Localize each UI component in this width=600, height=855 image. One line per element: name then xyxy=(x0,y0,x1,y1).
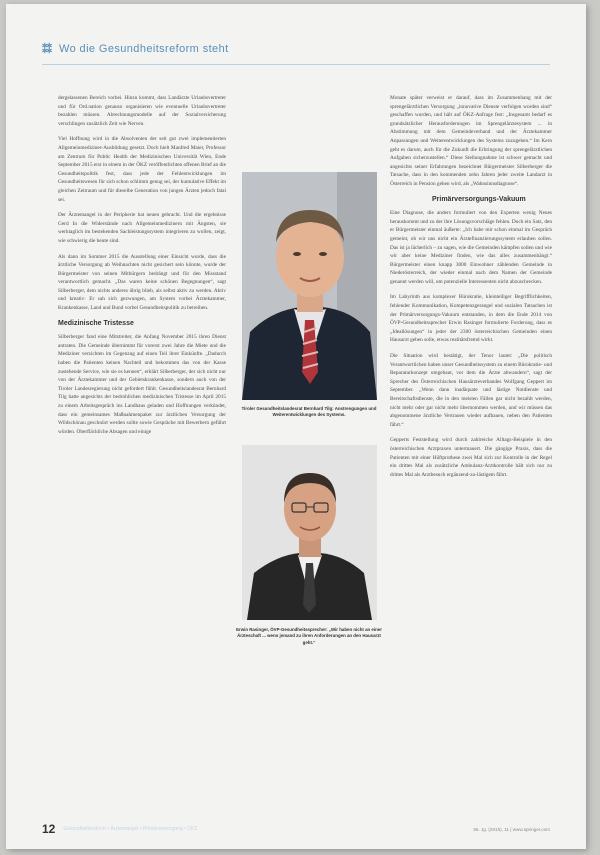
paragraph: Monate später verweist er darauf, dass im Zusammenhang mit der sprengelärztlichen Versorgung „innovative Dienste verfolgen worden sind“ geschaffen wurden, und hält auf ÖKZ-Anfrage fest: „Insgesamt bedarf es grundsätzlicher Herausforderungen im Sprengelärztesystem ... in Abstimmung mit dem Gemeindeverband und der Ärztekammer Anpassungen und Weiterentwicklungen des Systems zuzugehen.“ Im Kern geht es darum, auch für die Zukunft die Erbringung der sprengelärztlichen Aufgaben sicherzustellen.“ Diese Stellungnahme ist schwer gemacht und angesichts seiner Erfahrungen bezeichnet Bürgermeister Silberberger die Tatsache, dass in den kommenden zehn Jahren jeder zweite Landarzt in Österreich in Pension gehen wird, als „Wahnsinnsdiagnose“. xyxy=(390,95,552,187)
photo-caption-1: Tiroler Gesundheitslandesrat Bernhard Tilg: Anstrengungen und Weiterentwicklungen des Systems. xyxy=(241,406,377,418)
paragraph: Im Labyrinth aus komplexer Bürokratie, kleinteiliger Begrifflichkeiten, fehlender Kommunikation, Kompetenzgerangel und sozialen Tatsachen ist der Primärversorgungs-Vakuum entstanden, in dem die Ende 2014 von ÖVP-Gesundheitssprecher Erwin Rasinger formulierte Forderung, dass es „Ideallösungen“ in jeder der 2300 österreichischen Gemeinden einen Hausarzt geben solle, etwas realitätsfremd wirkt. xyxy=(390,294,552,344)
text-column-left xyxy=(58,94,226,443)
paragraph: Die Situation wird bestätigt, der Tenor lautet: „Die politisch Verantwortlichen haben unser Gesundheitssystem zu einem Bürokratie- und Reparaturkonzept umgebaut, vor dem die Ärzte abwandern“, sagt der Sprecher des Österreichischen Hausärzteverbandes Wolfgang Geppert im September. „Wenn dann inadäquate und lästige Notdienste und Bereitschaftsdienste, die in den meisten Fällen gar nicht bezahlt werden, nicht mehr oder gar nicht mehr übernommen werden, und wir müssen das abgenommene ärztliche Vertrauen wieder aufbauen, neben den Patienten fährt.“ xyxy=(390,353,552,428)
running-header xyxy=(42,40,229,58)
paragraph: Gepperts Feststellung wird durch zahlreiche Alltags-Beispiele in den österreichischen Arztpraxen untermauert. Die gängige Praxis, dass die Patienten mit einer Hüftprothese zwei Mal sich zur Kontrolle in der Regel ein drittes Mal als zusätzliche Ambulanz-Arztkontrolle hält sich nur zu drittes Mal als Arztbesuch ergänzend-zu-lästigem fährt. xyxy=(390,437,552,478)
header-divider xyxy=(42,64,550,65)
header-ornament-icon: ⁑⁑ xyxy=(42,43,51,56)
paragraph: Silberberger fand eine Mitstreiter, die Anfang November 2015 ihren Dienst antraten. Die Gemeinde übernimmt für vorerst zwei Jahre die Miete und die Mediziner verzichten im Gegenzug auf einen Teil ihrer Einkünfte. „Dadurch haben die Patienten keinen Nachteil und bekommen das von der Kasse zustehende Service, wie sie es kennen“, erklärt Silberberger, der sich nicht nur von der Ärztekammer und der Gebietskrankenkasse, sondern auch von der Tiroler Landesregierung nicht gefordert fühlt. Gesundheitslandesrat Bernhard Tilg hatte angesichts der bedrohlichen medizinischen Tristesse im April 2015 zu einem Arbeitsgespräch ins Landhaus geladen und Hoffnungen verkündet, dass ein gemeinsames Maßnahmenpaket zur ärztlichen Versorgung der Wildschönau geschnürt werden sollte sowie Gespräche mit Bewerbern geführt würden. Oberflächliche Absagen und einige xyxy=(58,334,226,435)
portrait-illustration xyxy=(242,445,377,620)
footer-running-text: Gesundheitsreform • Ärztemangel • Primärversorgung • ÖKZ xyxy=(63,826,198,832)
paragraph: dergelassenen Bereich vorbei. Hinzu kommt, dass Landärzte Urlaubsvertreter und für Ord.nation genauso organisieren wie eventuelle Urlaubsvertreter bezahlen müssen. Abrechnungsmodelle auf der Sozialversicherung verschlingen zusätzlich Zeit wie Nerven. xyxy=(58,95,226,127)
subheading: Medizinische Tristesse xyxy=(58,319,134,327)
subheading: Primärversorgungs-Vakuum xyxy=(432,195,526,203)
page-footer xyxy=(42,822,550,836)
paragraph: Viel Hoffnung wird in die Absolventen der seit gut zwei implementierten Allgemeinmediziner-Ausbildung gesetzt. Doch hielt Manfred Maier, Professor am Zentrum für Public Health der Medizinischen Universität Wien, Ende September 2015 erst in einem in der ÖKZ veröffentlichten offenen Brief an die Gesundheitspolitik fest, dass jede der Fehlentwicklungen im Gesundheitswesen für sich schon schlimm genug sei, der kumulative Effekt im gleichen Zeitraum und für dieselbe Generation von jungen Ärzten jedoch fatal sei. xyxy=(58,136,226,203)
portrait-illustration xyxy=(242,172,377,400)
photo-caption-2: Erwin Rasinger, ÖVP-Gesundheitssprecher: „Wir haben nicht an einer Ärzteschaft ... wenn jemand zu ihren Anforderungen an den Hausarzt geht.“ xyxy=(236,627,382,645)
text-column-right xyxy=(390,94,552,486)
page-number: 12 xyxy=(42,822,56,836)
portrait-photo-1 xyxy=(242,172,377,400)
page-sheet xyxy=(6,4,586,849)
paragraph: Als dann im Sommer 2015 die Ausstellung einer Einsicht wurde, dass die ärztliche Versorgung ab Weihnachten nicht gesichert sein könnte, wurde der Bürgermeister von seinen Mitbürgern bedrängt und für den Missstand verantwortlich gemacht. „Das waren keine schönen Begegnungen“, sagt Silberberger, dem nichts anderes übrig blieb, als selbst aktiv zu werden. Aktiv und kreativ: Er sah sich gezwungen, am System vorbei Ärztekammer, Krankenkasse, Land und Bund vorbei Gesundheitspolitik zu betreiben. xyxy=(58,253,226,312)
portrait-photo-2 xyxy=(242,445,377,620)
paragraph: Der Ärztemangel in der Peripherie hat neuen gebracht. Und die ergebnisse Gerd In die Widerstände nach Allgemeinmedizinern mit Ängsten, sie werktaglich im bestehenden Sachleistungssystem integrieren zu wollen, zeigt, wie schwierig die heute sind. xyxy=(58,212,226,244)
section-title: Wo die Gesundheitsreform steht xyxy=(59,43,229,55)
paragraph: Eine Diagnose, die anders formuliert von den Experten wenig Neues herauskommt und zu der ihre Lösungsvorschläge fehlen. Doch ein Satz, den er Bürgermeister einmal äußerte: „Ich habe mir schon einmal im Gespräch gemeint, ob wir uns nicht ein Ärztefinanzierungssystem erlauben sollen. Das ist ja lächerlich – zu sagen, wie die Gemeinden kämpfen sollen und wie wir aber keine Mediziner finden, wie das alles zusammenhängt.“ Bürgermeister einen knapp 3000 Einwohner zählenden Gemeinde in Niederösterreich, der wieder einmal nach dem Namen der Gemeinde genannt werden will, um potenzielle Interessenten nicht abzuschrecken. xyxy=(390,210,552,285)
footer-journal-info: 56. Jg. (2015), 11 | www.springer.com xyxy=(473,826,550,832)
